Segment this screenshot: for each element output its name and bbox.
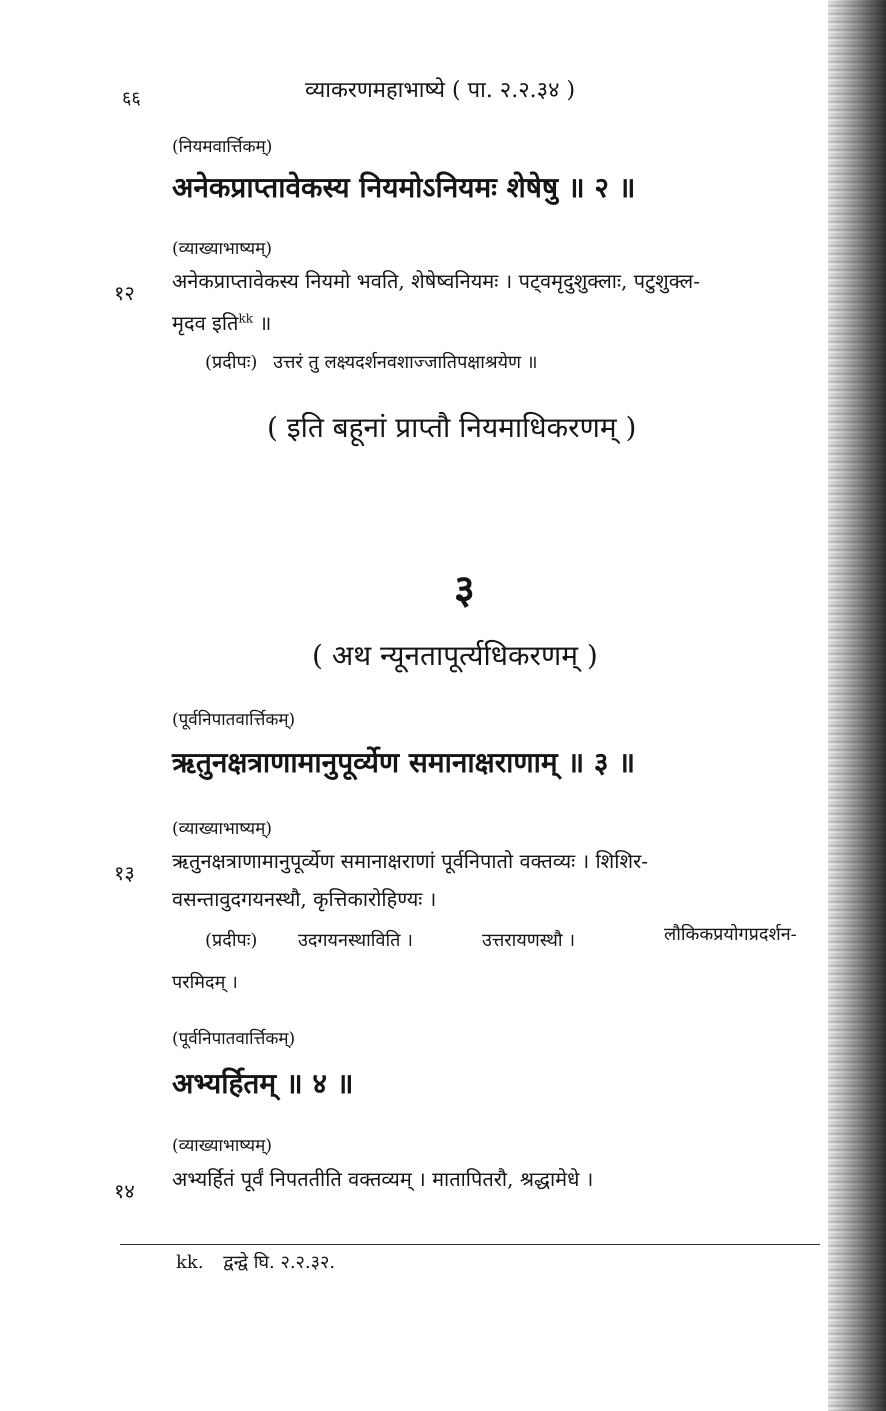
bhashya-label: (व्याख्याभाष्यम्) [172, 819, 272, 839]
page-edge-shadow [828, 0, 886, 1411]
footnote-divider [120, 1244, 820, 1245]
line-number: १३ [114, 861, 135, 885]
section-number: ३ [454, 566, 475, 613]
bhashya-text: मृदव इति [172, 311, 239, 335]
bhashya-line: वसन्तावुदगयनस्थौ, कृत्तिकारोहिण्यः । [172, 887, 437, 911]
vartika-text: ऋतुनक्षत्राणामानुपूर्व्येण समानाक्षराणाम् ॥ ३ ॥ [172, 746, 635, 779]
bhashya-line: ऋतुनक्षत्राणामानुपूर्व्येण समानाक्षराणां पूर्वनिपातो वक्तव्यः । शिशिर- [172, 849, 649, 873]
page-number: ६६ [122, 88, 141, 109]
bhashya-text-end: ॥ [253, 311, 272, 335]
closing-heading: ( इति बहूनां प्राप्तौ नियमाधिकरणम् ) [267, 411, 637, 444]
pradeep-label: (प्रदीपः) [205, 352, 258, 373]
pradeep-label: (प्रदीपः) [205, 930, 258, 951]
vartika-text: अभ्यर्हितम् ॥ ४ ॥ [172, 1067, 354, 1100]
line-number: १२ [114, 281, 135, 305]
pradeep-text: उत्तरं तु लक्ष्यदर्शनवशाज्जातिपक्षाश्रयेण ॥ [273, 352, 538, 373]
footnote-text: द्वन्द्वे घि. २.२.३२. [223, 1252, 336, 1273]
footnote [176, 1250, 335, 1274]
footnote-reference: kk [238, 311, 254, 326]
bhashya-label: (व्याख्याभाष्यम्) [172, 1136, 272, 1156]
vartika-text: अनेकप्राप्तावेकस्य नियमोऽनियमः शेषेषु ॥ २ ॥ [172, 171, 636, 204]
bhashya-line: अनेकप्राप्तावेकस्य नियमो भवति, शेषेष्वनियमः । पट्वमृदुशुक्लाः, पटुशुक्ल- [172, 269, 700, 293]
footnote-mark: kk. [176, 1252, 204, 1273]
pradeep-text: लौकिकप्रयोगप्रदर्शन- [664, 924, 797, 945]
pradeep-text: उत्तरायणस्थौ । [482, 930, 576, 951]
pradeep-commentary [205, 350, 538, 374]
section-heading: ( अथ न्यूनतापूर्त्यधिकरणम् ) [312, 639, 598, 672]
vartika-label: (पूर्वनिपातवार्त्तिकम्) [172, 710, 296, 730]
vartika-label: (पूर्वनिपातवार्त्तिकम्) [172, 1029, 296, 1049]
vartika-label: (नियमवार्त्तिकम्) [172, 137, 273, 157]
bhashya-label: (व्याख्याभाष्यम्) [172, 239, 272, 259]
bhashya-line: अभ्यर्हितं पूर्वं निपततीति वक्तव्यम् । मातापितरौ, श्रद्धामेधे । [172, 1167, 594, 1191]
line-number: १४ [114, 1179, 135, 1203]
pradeep-text: परमिदम् । [172, 972, 238, 993]
running-title: व्याकरणमहाभाष्ये ( पा. २.२.३४ ) [305, 78, 576, 103]
bhashya-line [172, 309, 271, 336]
pradeep-text: उदगयनस्थाविति । [298, 930, 413, 951]
